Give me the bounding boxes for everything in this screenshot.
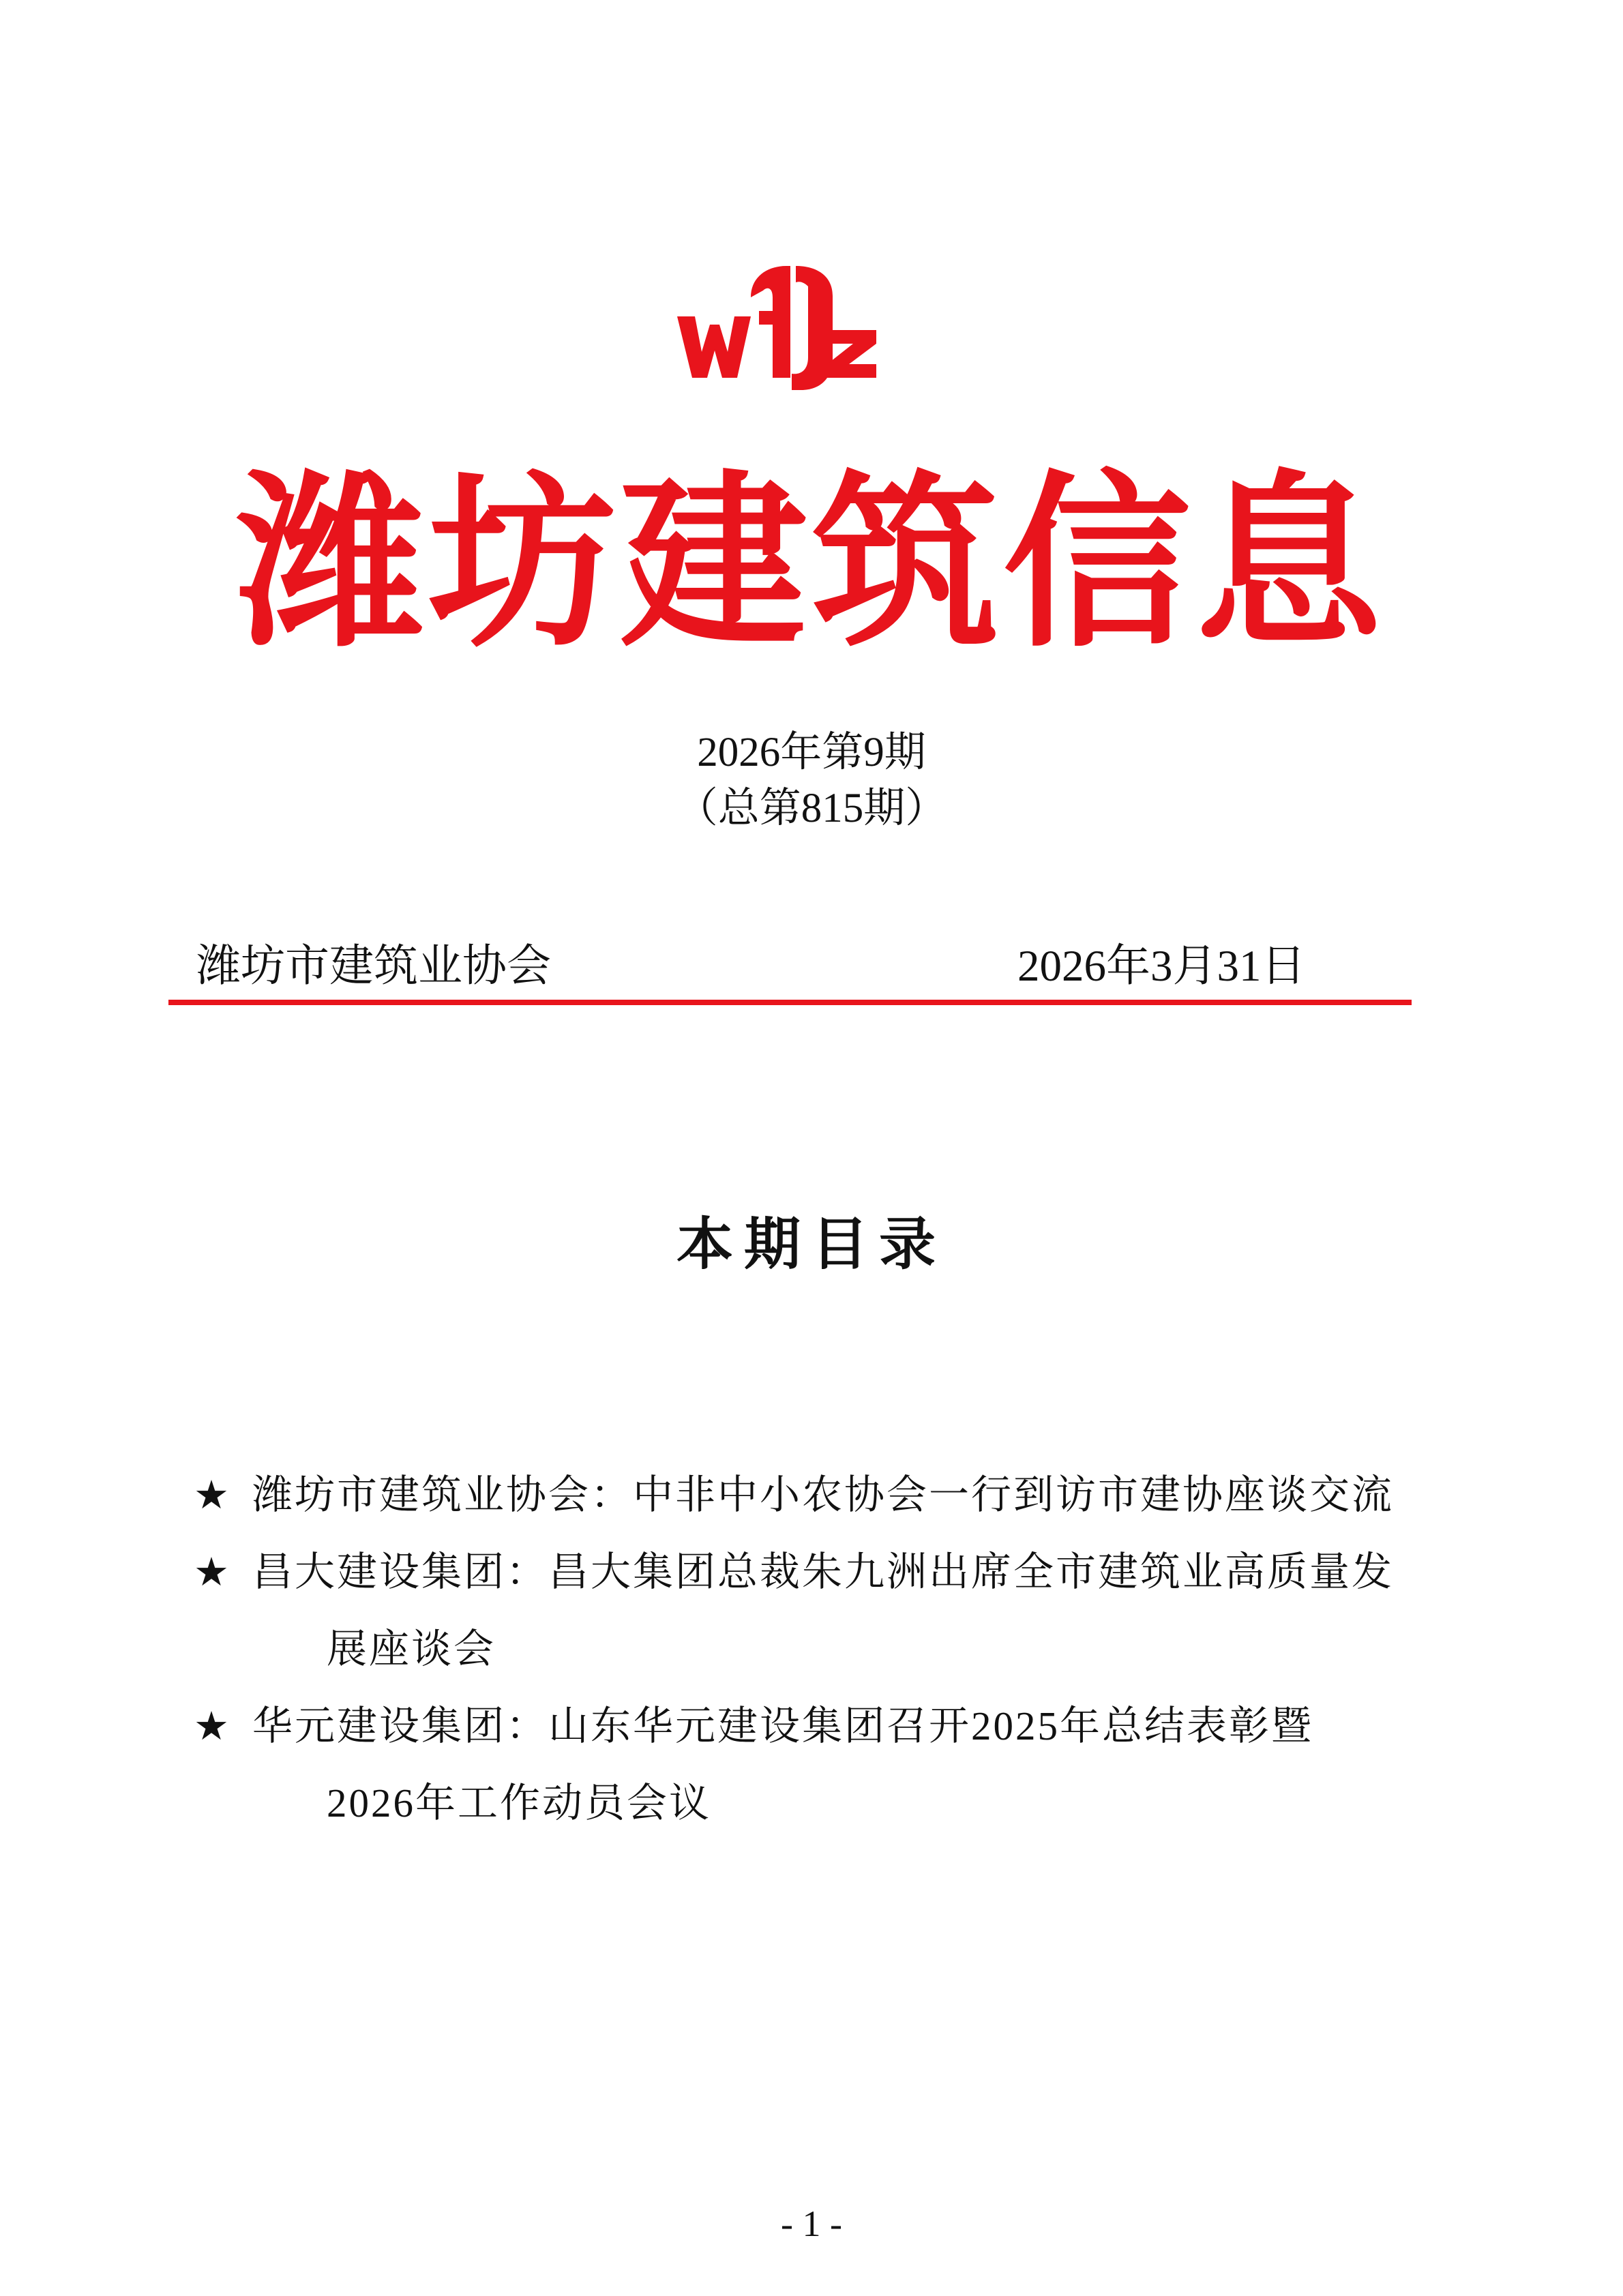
issue-number: 2026年第9期 [697,730,926,775]
toc-item-text-continued: 2026年工作动员会议 [327,1780,712,1825]
toc-item-text: 昌大建设集团：昌大集团总裁朱九洲出席全市建筑业高质量发 [252,1549,1395,1594]
star-icon: ★ [194,1703,229,1749]
toc-item-text: 潍坊市建筑业协会：中非中小农协会一行到访市建协座谈交流 [252,1472,1395,1517]
issue-total-number: （总第815期） [676,786,947,831]
page-number: - 1 - [781,2203,842,2244]
publication-date: 2026年3月31日 [1017,942,1306,991]
wfjz-logo [674,256,877,391]
star-icon: ★ [194,1549,229,1595]
star-icon: ★ [194,1472,229,1518]
toc-item-text: 华元建设集团：山东华元建设集团召开2025年总结表彰暨 [252,1703,1314,1748]
header-divider [168,1000,1412,1005]
toc-heading: 本期目录 [676,1213,947,1276]
publisher-name: 潍坊市建筑业协会 [196,942,552,991]
publication-title: 潍坊建筑信息 [237,452,1386,672]
toc-item-text-continued: 展座谈会 [327,1626,496,1671]
